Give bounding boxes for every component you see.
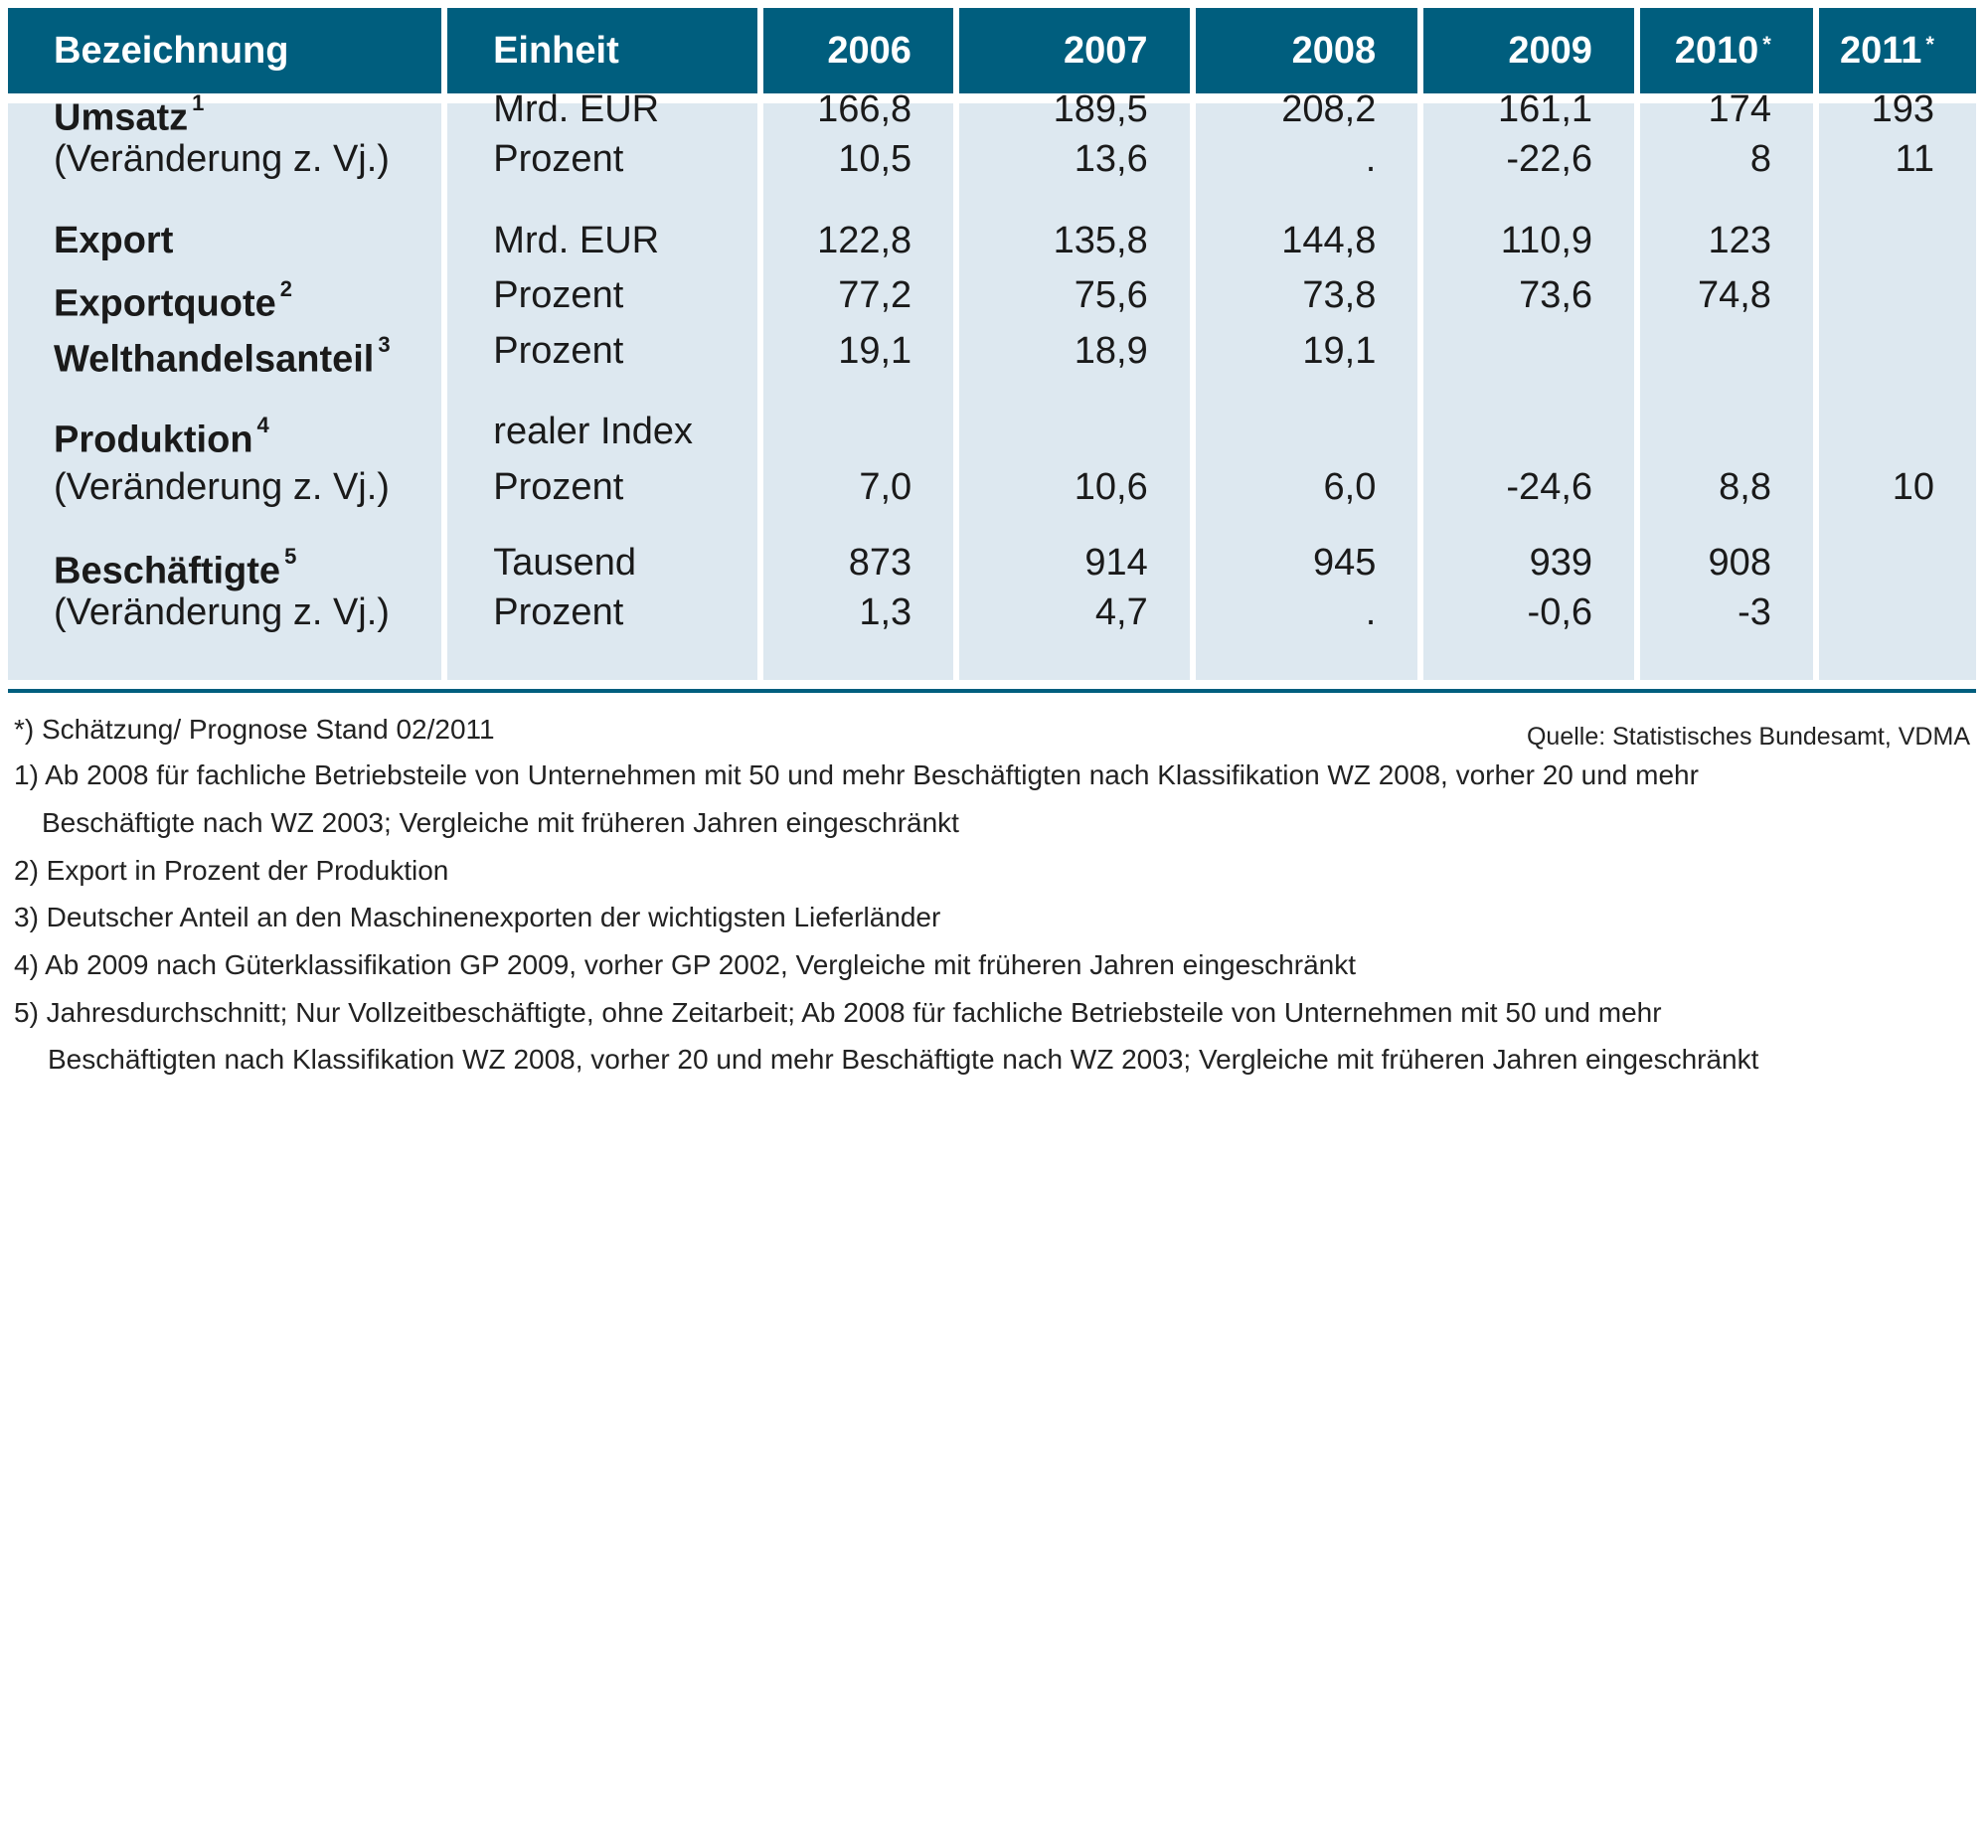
table-cell-value: 122,8 xyxy=(817,220,912,261)
table-cell-value: 77,2 xyxy=(838,274,912,316)
table-cell-value: 908 xyxy=(1708,542,1771,584)
table-cell-value: 161,1 xyxy=(1497,88,1593,130)
table-cell-value: 189,5 xyxy=(1053,88,1148,130)
table-cell-value: 135,8 xyxy=(1053,220,1148,261)
header-label: 2006 xyxy=(827,29,911,72)
table-cell-value: 873 xyxy=(848,542,912,584)
header-label: 2010 xyxy=(1674,29,1759,72)
header-footnote-marker: * xyxy=(1925,32,1934,57)
column-year-2011 xyxy=(1819,88,1976,680)
footnote-5-line-2: Beschäftigten nach Klassifikation WZ 2008, vorher 20 und mehr Beschäftigte nach WZ 2003; Vergleiche mit früheren Jahren eingeschränkt xyxy=(48,1044,1759,1075)
table-cell-value: 166,8 xyxy=(817,88,912,130)
column-einheit xyxy=(447,88,757,680)
table-cell-value: 8 xyxy=(1749,138,1771,180)
table-cell-value: 75,6 xyxy=(1074,274,1148,316)
column-year-2006 xyxy=(763,88,953,680)
table-cell-value: 110,9 xyxy=(1500,220,1593,261)
row-unit: Tausend xyxy=(493,542,636,584)
table-cell-value: 4,7 xyxy=(1094,591,1148,633)
header-label: 2011 xyxy=(1839,29,1922,72)
row-unit: Prozent xyxy=(493,466,624,508)
table-cell-value: -24,6 xyxy=(1506,466,1593,508)
table-cell-value: 123 xyxy=(1708,220,1771,261)
footnote-5-line-1: 5) Jahresdurchschnitt; Nur Vollzeitbeschäftigte, ohne Zeitarbeit; Ab 2008 für fachliche Betriebsteile von Unternehmen mit 50 und mehr xyxy=(14,997,1662,1028)
row-unit: Prozent xyxy=(493,274,624,316)
row-label xyxy=(8,329,441,382)
header-year-2009 xyxy=(1423,8,1634,93)
table-cell-value: -0,6 xyxy=(1527,591,1593,633)
row-label-text: Produktion xyxy=(54,419,253,461)
table-cell-value: . xyxy=(1365,138,1377,180)
table-cell-value: 8,8 xyxy=(1719,466,1771,508)
header-year-2011 xyxy=(1819,8,1976,93)
footnote-3: 3) Deutscher Anteil an den Maschinenexporten der wichtigsten Lieferländer xyxy=(14,902,941,932)
footnote-1-line-2: Beschäftigte nach WZ 2003; Vergleiche mit früheren Jahren eingeschränkt xyxy=(42,807,959,838)
table-cell-value: . xyxy=(1365,591,1377,633)
header-einheit xyxy=(447,8,757,93)
footnote-estimate: *) Schätzung/ Prognose Stand 02/2011 xyxy=(14,714,495,745)
table-cell-value: 18,9 xyxy=(1074,330,1148,372)
table-cell-value: 144,8 xyxy=(1281,220,1377,261)
table-cell-value: 10,6 xyxy=(1074,466,1148,508)
source-note: Quelle: Statistisches Bundesamt, VDMA xyxy=(1526,723,1970,751)
table-cell-value: 73,6 xyxy=(1519,274,1593,316)
header-bezeichnung xyxy=(8,8,441,93)
header-label: 2007 xyxy=(1063,29,1148,72)
table-cell-value: 74,8 xyxy=(1697,274,1771,316)
row-unit: Prozent xyxy=(493,138,624,180)
column-year-2008 xyxy=(1196,88,1418,680)
table-cell-value: 939 xyxy=(1529,542,1593,584)
header-label: Einheit xyxy=(493,29,619,72)
header-year-2010 xyxy=(1640,8,1813,93)
row-unit: Prozent xyxy=(493,330,624,372)
row-label xyxy=(8,273,441,326)
table-cell-value: 10,5 xyxy=(838,138,912,180)
table-cell-value: 11 xyxy=(1895,138,1934,180)
row-label-text: Welthandelsanteil xyxy=(54,338,375,381)
footnote-marker: 4 xyxy=(256,413,269,437)
footnote-marker: 1 xyxy=(192,90,205,115)
row-label-text: (Veränderung z. Vj.) xyxy=(54,591,390,633)
table-body xyxy=(8,88,1976,680)
row-label-text: Beschäftigte xyxy=(54,550,281,592)
header-year-2007 xyxy=(959,8,1190,93)
row-label xyxy=(8,465,441,509)
data-table xyxy=(8,8,1976,680)
row-label-text: Exportquote xyxy=(54,282,276,325)
header-year-2008 xyxy=(1196,8,1418,93)
row-label xyxy=(8,87,441,140)
row-label xyxy=(8,541,441,593)
column-year-2009 xyxy=(1423,88,1634,680)
table-cell-value: 10 xyxy=(1892,466,1934,508)
header-year-2006 xyxy=(763,8,953,93)
table-cell-value: 208,2 xyxy=(1281,88,1377,130)
footnote-marker: 3 xyxy=(378,332,391,357)
table-cell-value: 7,0 xyxy=(859,466,912,508)
table-cell-value: 19,1 xyxy=(838,330,912,372)
table-header-row xyxy=(8,8,1976,93)
row-label xyxy=(8,410,441,462)
row-label xyxy=(8,590,441,634)
row-unit: Mrd. EUR xyxy=(493,88,660,130)
row-unit: Prozent xyxy=(493,591,624,633)
table-cell-value: 174 xyxy=(1708,88,1771,130)
footnote-marker: 2 xyxy=(279,276,293,301)
header-footnote-marker: * xyxy=(1762,32,1771,57)
row-label-text: Export xyxy=(54,220,174,261)
table-cell-value: 13,6 xyxy=(1074,138,1148,180)
footnote-4: 4) Ab 2009 nach Güterklassifikation GP 2009, vorher GP 2002, Vergleiche mit früheren Jahren eingeschränkt xyxy=(14,949,1356,980)
table-cell-value: 73,8 xyxy=(1302,274,1377,316)
footnote-2: 2) Export in Prozent der Produktion xyxy=(14,855,449,886)
column-bezeichnung xyxy=(8,90,441,680)
footnote-1-line-1: 1) Ab 2008 für fachliche Betriebsteile von Unternehmen mit 50 und mehr Beschäftigten nach Klassifikation WZ 2008, vorher 20 und mehr xyxy=(14,759,1699,790)
table-cell-value: 6,0 xyxy=(1323,466,1377,508)
header-label: 2009 xyxy=(1508,29,1592,72)
table-cell-value: 914 xyxy=(1084,542,1148,584)
row-label xyxy=(8,137,441,181)
footnote-marker: 5 xyxy=(284,544,297,569)
row-unit: realer Index xyxy=(493,411,693,452)
header-label: 2008 xyxy=(1291,29,1377,72)
row-unit: Mrd. EUR xyxy=(493,220,660,261)
table-bottom-rule xyxy=(8,689,1976,693)
row-label-text: Umsatz xyxy=(54,96,189,139)
table-cell-value: 1,3 xyxy=(859,591,912,633)
row-label-text: (Veränderung z. Vj.) xyxy=(54,138,390,180)
column-year-2007 xyxy=(959,88,1190,680)
table-cell-value: 193 xyxy=(1871,88,1934,130)
header-label: Bezeichnung xyxy=(54,29,289,72)
table-cell-value: -22,6 xyxy=(1506,138,1593,180)
table-cell-value: -3 xyxy=(1738,591,1771,633)
row-label-text: (Veränderung z. Vj.) xyxy=(54,466,390,508)
table-cell-value: 19,1 xyxy=(1302,330,1377,372)
row-label xyxy=(8,219,441,262)
column-year-2010 xyxy=(1640,88,1813,680)
table-cell-value: 945 xyxy=(1312,542,1377,584)
